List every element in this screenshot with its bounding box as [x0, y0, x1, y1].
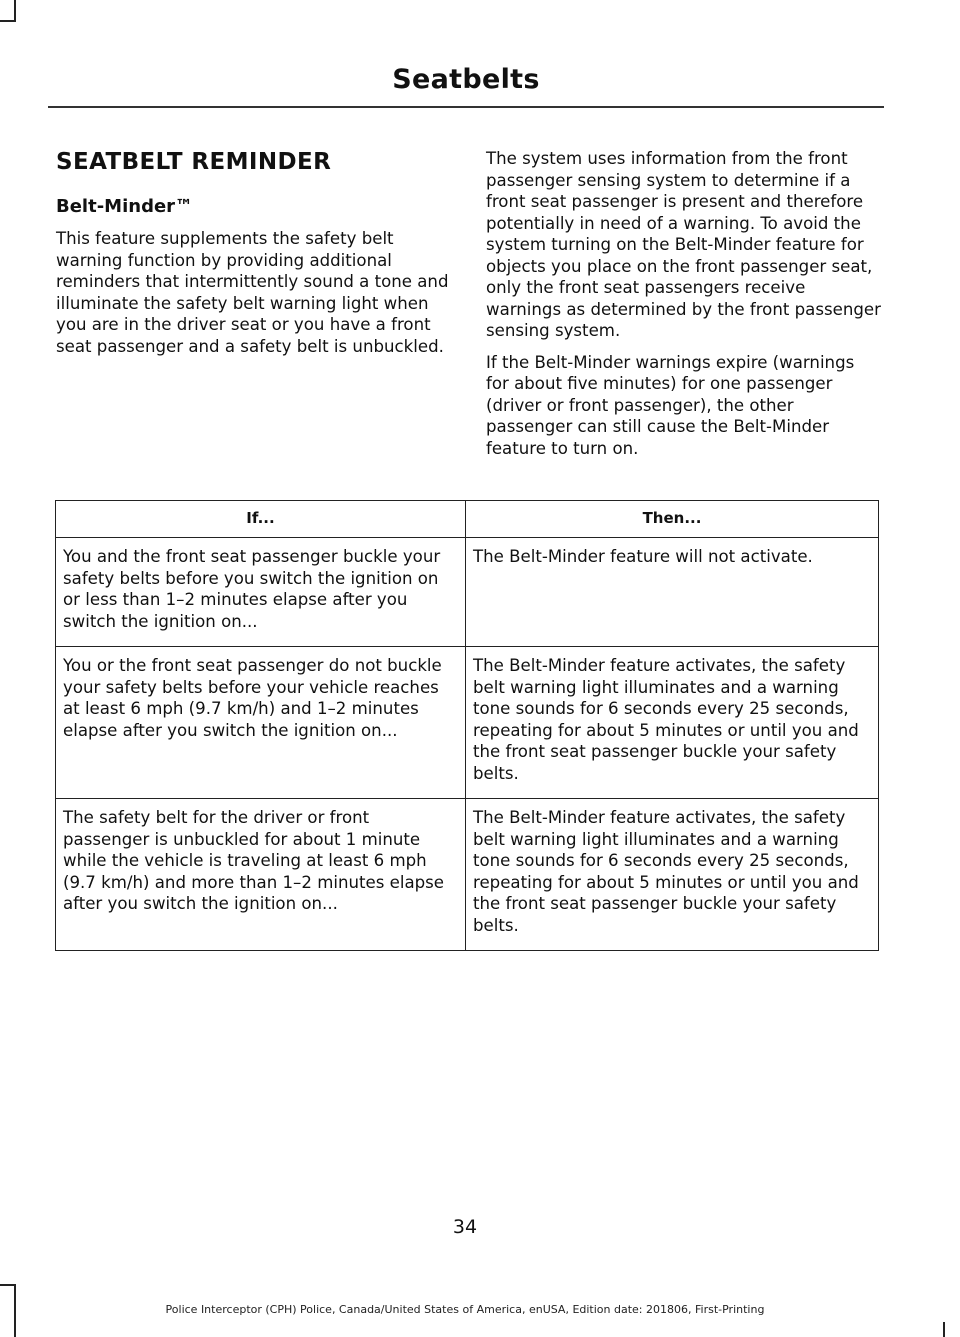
crop-mark-bottom-right-vertical [943, 1322, 945, 1337]
subsection-title: Belt-Minder™ [56, 196, 194, 217]
crop-mark-top-left-vertical [14, 0, 16, 20]
crop-mark-top-left-horizontal [0, 20, 16, 22]
left-column [56, 140, 464, 367]
crop-mark-bottom-left-horizontal [0, 1284, 16, 1286]
page-number: 34 [452, 1216, 478, 1238]
table-row [56, 799, 879, 951]
belt-minder-table [55, 500, 879, 951]
table-cell-then: The Belt-Minder feature activates, the safety belt warning light illuminates and a warning tone sounds for 6 seconds every 25 seconds, repeating for about 5 minutes or until you and the front seat passenger buckle your safety belts. [466, 799, 879, 951]
table-cell-then: The Belt-Minder feature will not activate. [466, 538, 879, 647]
table-cell-if: You or the front seat passenger do not buckle your safety belts before your vehicle reaches at least 6 mph (9.7 km/h) and 1–2 minutes elapse after you switch the ignition on... [56, 647, 466, 799]
header-rule [48, 106, 884, 108]
page-title: Seatbelts [392, 64, 540, 95]
table-cell-if: The safety belt for the driver or front passenger is unbuckled for about 1 minute while the vehicle is traveling at least 6 mph (9.7 km/h) and more than 1–2 minutes elapse after you switch the ignition on... [56, 799, 466, 951]
expire-paragraph: If the Belt-Minder warnings expire (warnings for about five minutes) for one passenger (driver or front passenger), the other passenger can still cause the Belt-Minder feature to turn on. [486, 352, 855, 458]
footer-edition-text: Police Interceptor (CPH) Police, Canada/United States of America, enUSA, Edition date: 201806, First-Printing [165, 1303, 765, 1316]
table-header-if: If... [56, 501, 466, 538]
table-row [56, 647, 879, 799]
page-header [48, 56, 884, 104]
table-header-row [56, 501, 879, 538]
table-cell-if: You and the front seat passenger buckle your safety belts before you switch the ignition on or less than 1–2 minutes elapse after you switch the ignition on... [56, 538, 466, 647]
section-title: SEATBELT REMINDER [56, 149, 332, 175]
intro-paragraph: This feature supplements the safety belt warning function by providing additional reminders that intermittently sound a tone and illuminate the safety belt warning light when you are in the driver seat or you have a front seat passenger and a safety belt is unbuckled. [56, 229, 449, 356]
table-cell-then: The Belt-Minder feature activates, the safety belt warning light illuminates and a warning tone sounds for 6 seconds every 25 seconds, repeating for about 5 minutes or until you and the front seat passenger buckle your safety belts. [466, 647, 879, 799]
right-column [486, 148, 882, 469]
table-row [56, 538, 879, 647]
sensing-paragraph: The system uses information from the front passenger sensing system to determine if a front seat passenger is present and therefore potentially in need of a warning. To avoid the system turning on the Belt-Minder feature for objects you place on the front passenger seat, only the front seat passengers receive warnings as determined by the front passenger sensing system. [486, 149, 881, 340]
table-header-then: Then... [466, 501, 879, 538]
